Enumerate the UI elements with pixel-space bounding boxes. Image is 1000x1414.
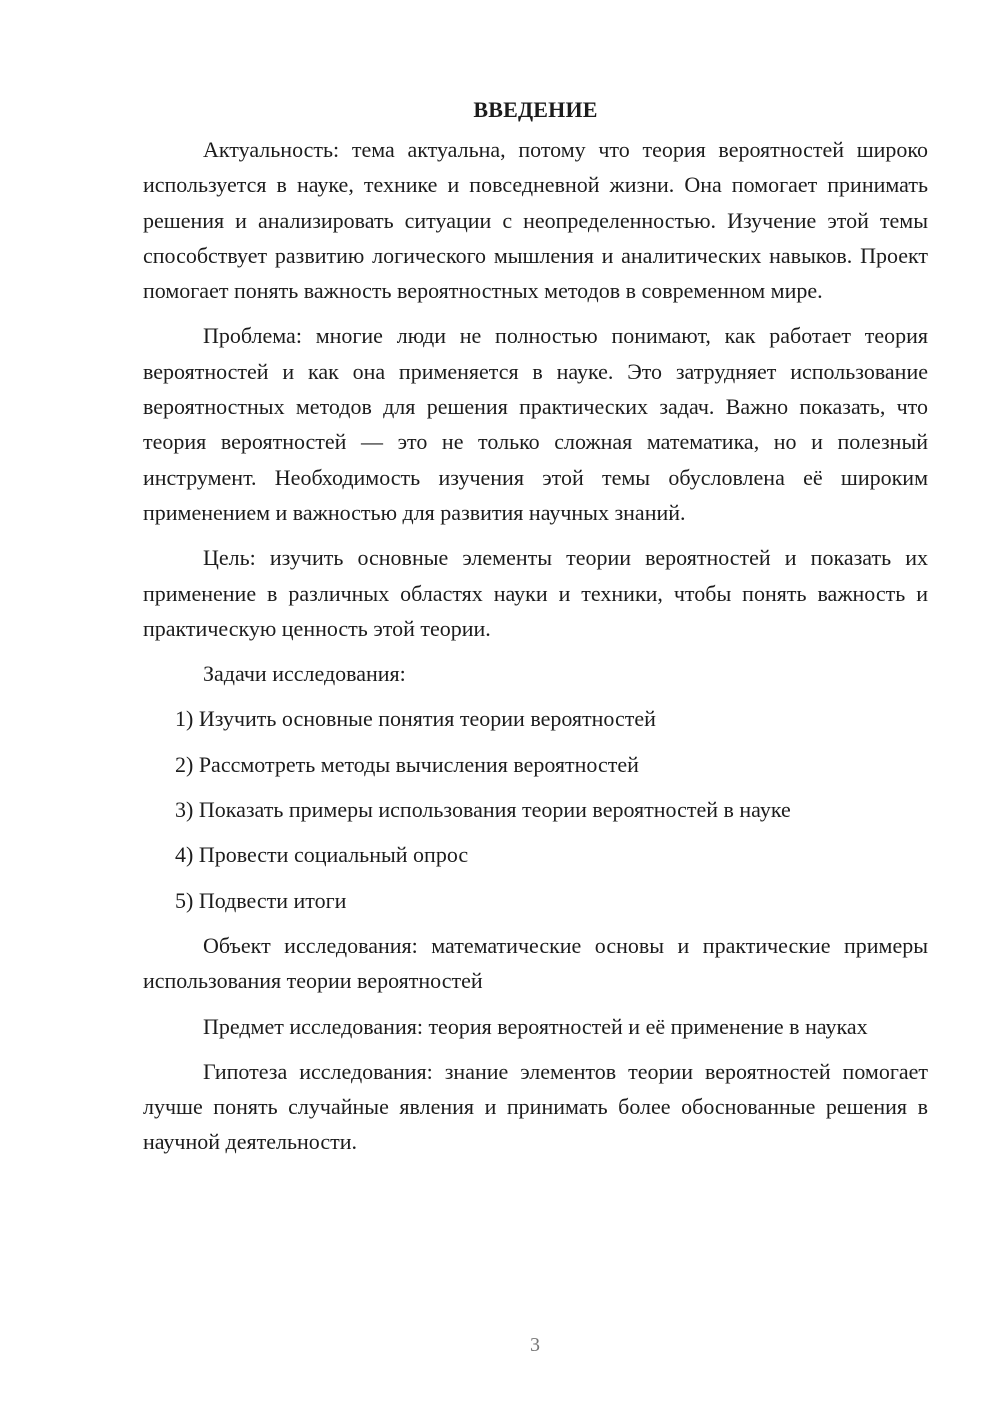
list-item: 3) Показать примеры использования теории вероятностей в науке	[175, 797, 791, 823]
list-item: 4) Провести социальный опрос	[175, 842, 469, 868]
subject-paragraph: Предмет исследования: теория вероятностей и её применение в науках	[203, 1013, 868, 1039]
object-paragraph: Объект исследования: математические основы и практические примеры использования теории вероятностей	[143, 932, 928, 994]
task-list	[143, 701, 928, 917]
problem-paragraph: Проблема: многие люди не полностью понимают, как работает теория вероятностей и как она применяется в науке. Это затрудняет использование вероятностных методов для решения практических задач. Важно показать, что теория вероятностей — это не только сложная математика, но и полезный инструмент. Необходимость изучения этой темы обусловлена её широким применением и важностью для развития научных знаний.	[143, 323, 928, 525]
relevance-paragraph: Актуальность: тема актуальна, потому что теория вероятностей широко используется в науке, технике и повседневной жизни. Она помогает принимать решения и анализировать ситуации с неопределенностью. Изучение этой темы способствует развитию логического мышления и аналитических навыков. Проект помогает понять важность вероятностных методов в современном мире.	[143, 137, 928, 304]
hypothesis-paragraph: Гипотеза исследования: знание элементов теории вероятностей помогает лучше понять случайные явления и принимать более обоснованные решения в научной деятельности.	[143, 1058, 928, 1155]
list-item: 1) Изучить основные понятия теории вероятностей	[175, 706, 656, 732]
page-number: 3	[530, 1334, 540, 1356]
list-item: 2) Рассмотреть методы вычисления вероятностей	[175, 751, 639, 777]
goal-paragraph: Цель: изучить основные элементы теории вероятностей и показать их применение в различных областях науки и техники, чтобы понять важность и практическую ценность этой теории.	[143, 545, 928, 641]
page-title: ВВЕДЕНИЕ	[473, 97, 598, 122]
tasks-heading: Задачи исследования:	[203, 661, 406, 687]
document-page	[143, 92, 928, 1170]
list-item: 5) Подвести итоги	[175, 887, 347, 913]
